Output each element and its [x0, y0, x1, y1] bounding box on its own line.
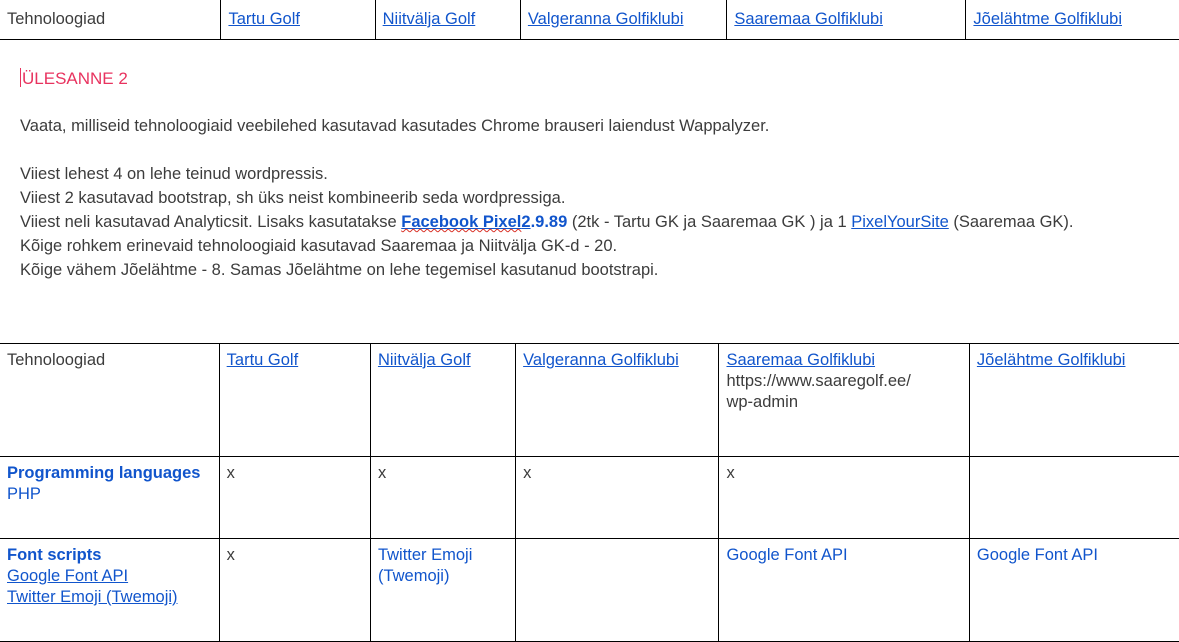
- top-table: [0, 0, 1179, 40]
- link-twitter-emoji[interactable]: Twitter Emoji (Twemoji): [7, 588, 178, 606]
- header-saaremaa-cell: [719, 344, 969, 457]
- finding-line-1: Viiest lehest 4 on lehe teinud wordpressis.: [20, 165, 328, 183]
- table-row-programming-languages: [0, 457, 1179, 539]
- link-niitvalja-golf[interactable]: Niitvälja Golf: [377, 351, 471, 369]
- link-joelahtme-golfiklubi[interactable]: Jõelähtme Golfiklubi: [976, 351, 1126, 369]
- table-header-row: [0, 344, 1179, 457]
- link-saaremaa-golfiklubi[interactable]: Saaremaa Golfiklubi: [726, 351, 876, 369]
- facebook-pixel-version: .9.89: [530, 213, 568, 231]
- finding-line-5: Kõige vähem Jõelähtme - 8. Samas Jõelähtme on lehe tegemisel kasutanud bootstrapi.: [20, 261, 659, 279]
- text-cursor: [20, 68, 21, 87]
- link-google-font-api[interactable]: Google Font API: [7, 567, 129, 585]
- finding-line-3: Viiest neli kasutavad Analyticsit. Lisaks kasutatakse Facebook Pixel2.9.89 (2tk - Tartu GK ja Saaremaa GK ) ja 1 PixelYourSite (Saaremaa GK).: [20, 213, 1074, 231]
- technologies-table: [0, 343, 1179, 642]
- task-intro: Vaata, milliseid tehnoloogiaid veebilehed kasutavad kasutades Chrome brauseri laiendust Wappalyzer.: [20, 117, 770, 135]
- top-link-joelahtme-golfiklubi[interactable]: Jõelähtme Golfiklubi: [973, 10, 1122, 28]
- link-tartu-golf[interactable]: Tartu Golf: [226, 351, 299, 369]
- saaremaa-url-line-1: https://www.saaregolf.ee/: [726, 372, 911, 390]
- category-cell-programming: [0, 457, 219, 539]
- cell-niitvalja-fonts: Twitter Emoji (Twemoji): [370, 539, 515, 642]
- cell-saaremaa-programming: x: [719, 457, 969, 539]
- saaremaa-url-line-2: wp-admin: [726, 393, 798, 411]
- item-php: PHP: [7, 485, 41, 503]
- top-link-valgeranna-golfiklubi[interactable]: Valgeranna Golfiklubi: [527, 10, 684, 28]
- task-findings: [20, 162, 1176, 282]
- finding-line-4: Kõige rohkem erinevaid tehnoloogiaid kasutavad Saaremaa ja Niitvälja GK-d - 20.: [20, 237, 618, 255]
- cell-niitvalja-programming: x: [370, 457, 515, 539]
- facebook-pixel-link[interactable]: Facebook Pixel2: [401, 213, 531, 231]
- cell-saaremaa-fonts: Google Font API: [719, 539, 969, 642]
- table-row-font-scripts: [0, 539, 1179, 642]
- header-technologies: Tehnoloogiad: [0, 344, 219, 457]
- category-cell-fonts: [0, 539, 219, 642]
- top-link-tartu-golf[interactable]: Tartu Golf: [228, 10, 300, 28]
- finding-line-2: Viiest 2 kasutavad bootstrap, sh üks neist kombineerib seda wordpressiga.: [20, 189, 566, 207]
- cell-tartu-fonts: x: [219, 539, 370, 642]
- pixelyoursite-link[interactable]: PixelYourSite: [851, 213, 949, 231]
- top-link-saaremaa-golfiklubi[interactable]: Saaremaa Golfiklubi: [734, 10, 883, 28]
- category-programming-languages: Programming languages: [7, 464, 201, 482]
- link-valgeranna-golfiklubi[interactable]: Valgeranna Golfiklubi: [523, 351, 679, 369]
- cell-valgeranna-programming: x: [516, 457, 719, 539]
- cell-tartu-programming: x: [219, 457, 370, 539]
- task-heading[interactable]: ÜLESANNE 2: [22, 69, 128, 88]
- cell-joelahtme-fonts: Google Font API: [969, 539, 1179, 642]
- cell-valgeranna-fonts: [516, 539, 719, 642]
- top-table-header-row: [0, 0, 1179, 40]
- category-font-scripts: Font scripts: [7, 546, 102, 564]
- top-link-niitvalja-golf[interactable]: Niitvälja Golf: [382, 10, 476, 28]
- top-header-technologies: Tehnoloogiad: [0, 0, 221, 40]
- cell-joelahtme-programming: [969, 457, 1179, 539]
